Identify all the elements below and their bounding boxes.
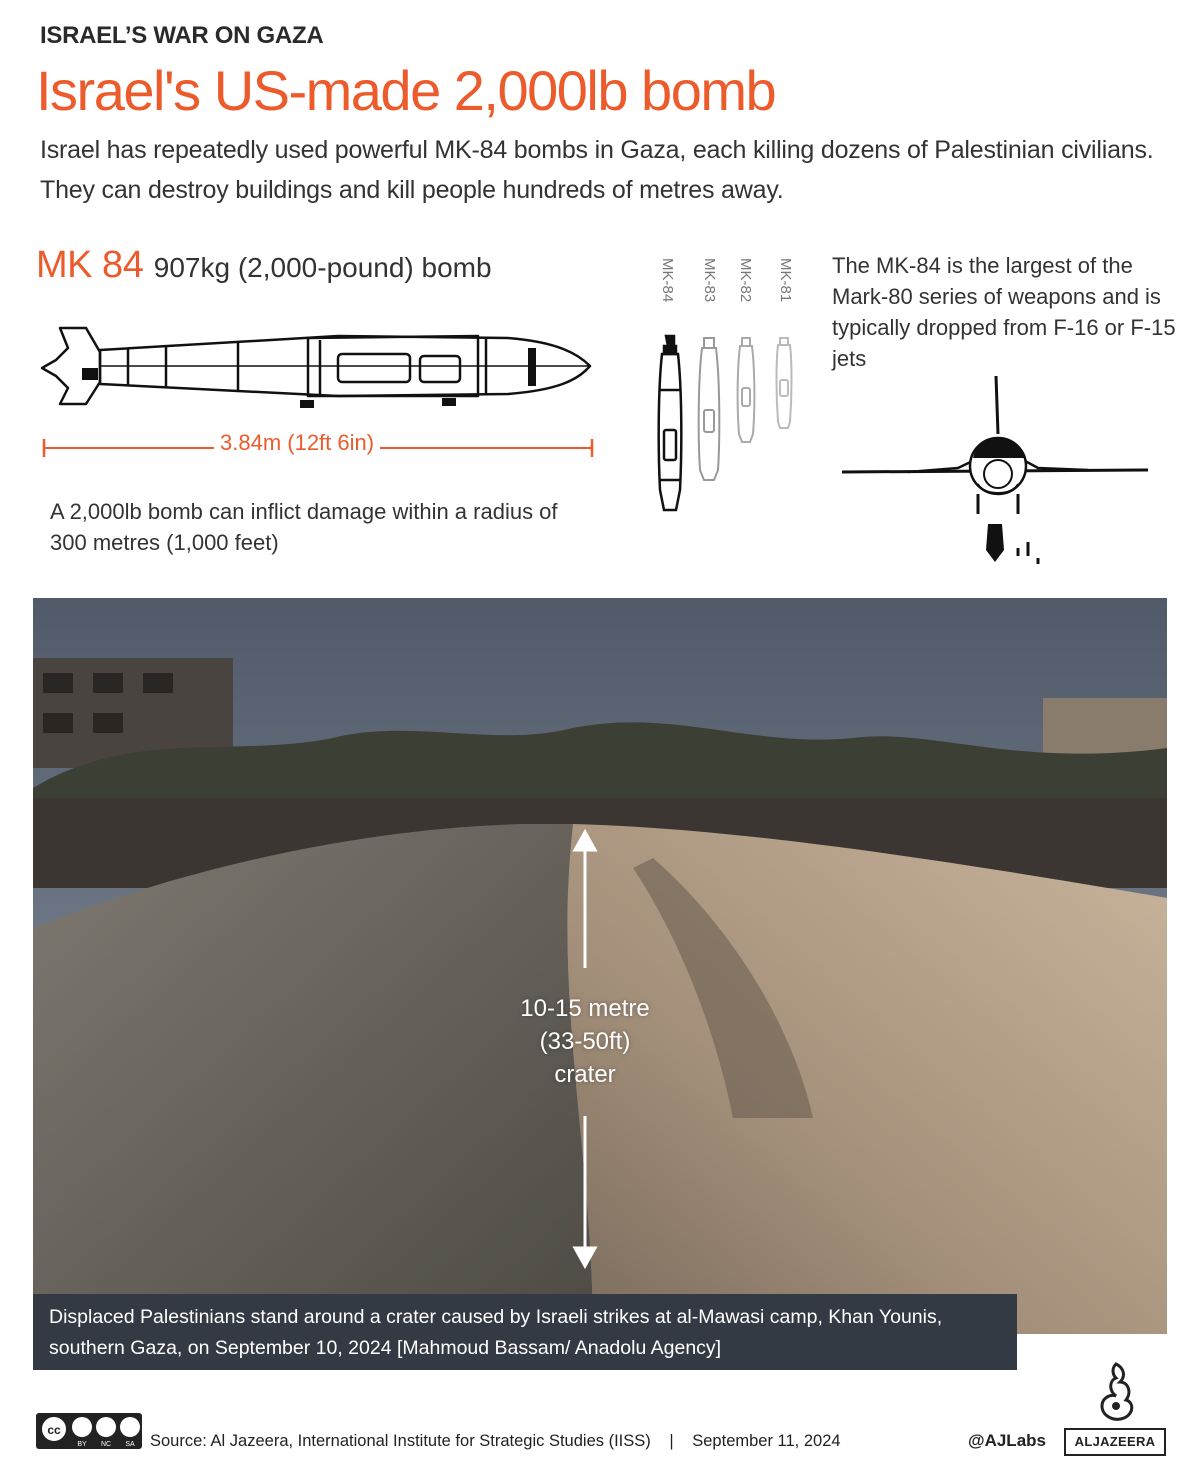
- crater-size-label: [480, 992, 690, 1091]
- license-nc: NC: [100, 1441, 112, 1448]
- license-by: BY: [77, 1441, 87, 1448]
- intro-paragraph: Israel has repeatedly used powerful MK-84 bombs in Gaza, each killing dozens of Palestinian civilians. They can destroy buildings and kill people hundreds of metres away.: [40, 136, 1154, 204]
- bomb-heading: [36, 244, 492, 287]
- variant-label-mk82: MK-82: [737, 258, 754, 303]
- bomb-illustration: [38, 318, 598, 414]
- section-kicker: ISRAEL’S WAR ON GAZA: [40, 22, 324, 49]
- fighter-jet-icon: [838, 372, 1158, 572]
- publish-date: September 11, 2024: [692, 1432, 841, 1450]
- footer-source-line: [150, 1432, 841, 1451]
- variant-label-mk81: MK-81: [777, 258, 794, 303]
- damage-radius-text: A 2,000lb bomb can inflict damage within a radius of 300 metres (1,000 feet): [50, 499, 558, 555]
- mark-80-series-text: The MK-84 is the largest of the Mark-80 series of weapons and is typically dropped from F-16 or F-15 jets: [832, 253, 1176, 371]
- page-title: Israel's US-made 2,000lb bomb: [36, 59, 776, 122]
- crater-label-line-1: 10-15 metre: [520, 995, 650, 1022]
- social-handle: @AJLabs: [968, 1431, 1046, 1450]
- license-sa: SA: [125, 1441, 135, 1448]
- variant-label-mk83: MK-83: [701, 258, 718, 303]
- brand-wordmark: ALJAZEERA: [1064, 1428, 1166, 1456]
- photo-caption: Displaced Palestinians stand around a crater caused by Israeli strikes at al-Mawasi camp, Khan Younis, southern Gaza, on September 10, 2024 [Mahmoud Bassam/ Anadolu Agency]: [33, 1294, 1017, 1370]
- crater-label-line-2: (33-50ft): [539, 1028, 631, 1055]
- crater-photo: [33, 598, 1167, 1334]
- footer-separator: |: [669, 1432, 674, 1450]
- svg-text:cc: cc: [47, 1423, 61, 1437]
- bomb-length-label: 3.84m (12ft 6in): [214, 430, 380, 456]
- source-text: Source: Al Jazeera, International Institute for Strategic Studies (IISS): [150, 1432, 651, 1450]
- mark-80-series-icon: [650, 330, 810, 522]
- crater-label-line-3: crater: [554, 1061, 616, 1088]
- bomb-name: MK 84: [36, 244, 144, 286]
- bomb-weight: 907kg (2,000-pound) bomb: [153, 252, 492, 283]
- creative-commons-badge: [36, 1413, 142, 1449]
- al-jazeera-logo-icon: [1090, 1360, 1140, 1422]
- variant-label-mk84: MK-84: [659, 258, 676, 303]
